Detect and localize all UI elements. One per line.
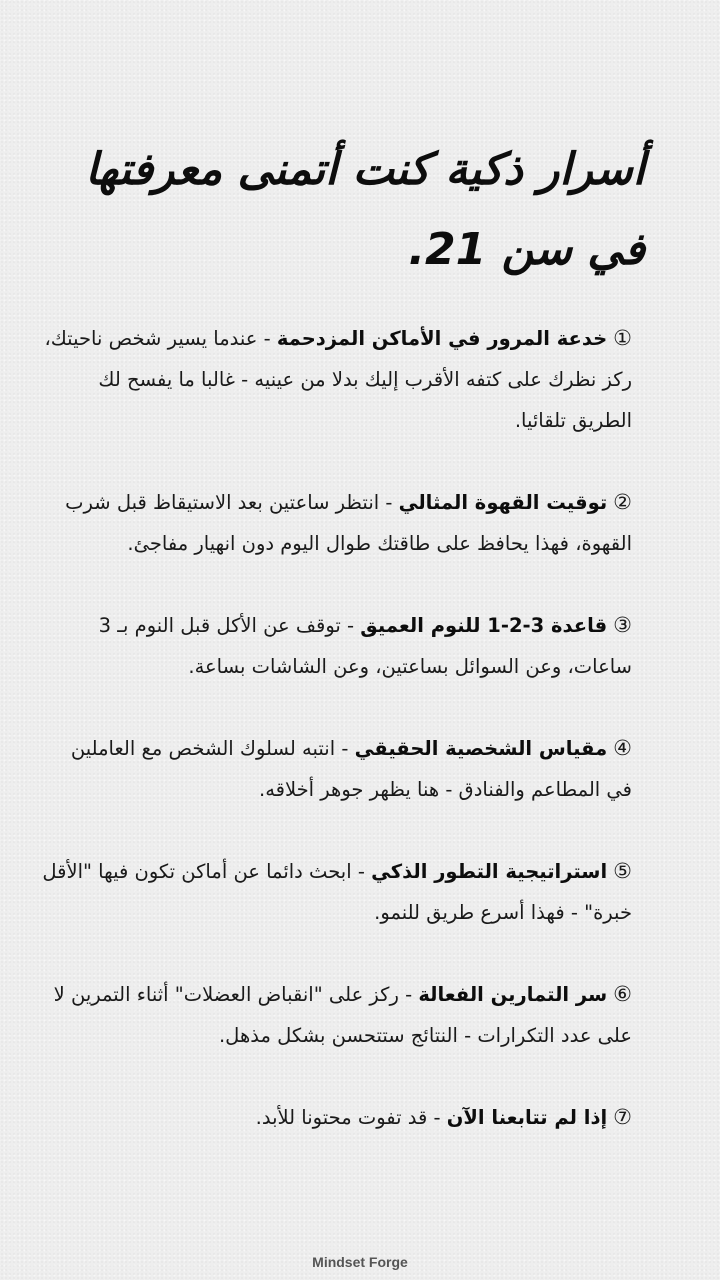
tip-number: ③: [613, 613, 632, 637]
tip-item: [40, 1097, 632, 1138]
tip-body: - انتظر ساعتين بعد الاستيقاظ قبل شرب القهوة، فهذا يحافظ على طاقتك طوال اليوم دون انهيار مفاجئ.: [65, 491, 632, 555]
tip-number: ⑥: [613, 982, 632, 1006]
tip-item: [40, 728, 632, 810]
tip-heading: خدعة المرور في الأماكن المزدحمة: [276, 327, 608, 350]
brand-watermark: Mindset Forge: [312, 1254, 408, 1270]
tip-number: ①: [613, 326, 632, 350]
tip-heading: إذا لم تتابعنا الآن: [446, 1106, 608, 1129]
tip-number: ④: [613, 736, 632, 760]
tip-item: [40, 482, 632, 564]
tip-item: [40, 318, 632, 441]
tip-item: [40, 605, 632, 687]
tip-body: - قد تفوت محتونا للأبد.: [255, 1106, 447, 1129]
tip-number: ⑤: [613, 859, 632, 883]
tip-body: - عندما يسير شخص ناحيتك، ركز نظرك على كتفه الأقرب إليك بدلا من عينيه - غالبا ما يفسح لك الطريق تلقائيا.: [44, 327, 632, 432]
tip-body: - ركز على "انقباض العضلات" أثناء التمرين لا على عدد التكرارات - النتائج ستتحسن بشكل مذهل.: [53, 983, 632, 1047]
tip-body: - توقف عن الأكل قبل النوم بـ 3 ساعات، وعن السوائل بساعتين، وعن الشاشات بساعة.: [98, 614, 632, 678]
tip-heading: توقيت القهوة المثالي: [398, 491, 608, 514]
tip-heading: مقياس الشخصية الحقيقي: [354, 737, 608, 760]
tip-number: ②: [613, 490, 632, 514]
tip-body: - انتبه لسلوك الشخص مع العاملين في المطاعم والفنادق - هنا يظهر جوهر أخلاقه.: [70, 737, 632, 801]
tip-number: ⑦: [613, 1105, 632, 1129]
tip-heading: سر التمارين الفعالة: [418, 983, 608, 1006]
tip-heading: قاعدة 3-2-1 للنوم العميق: [360, 614, 608, 637]
tip-item: [40, 851, 632, 933]
tips-list: [40, 318, 632, 1138]
page-title: أسرار ذكية كنت أتمنى معرفتها في سن 21.: [85, 144, 645, 275]
tip-body: - ابحث دائما عن أماكن تكون فيها "الأقل خبرة" - فهذا أسرع طريق للنمو.: [42, 860, 632, 924]
tip-heading: استراتيجية التطور الذكي: [371, 860, 608, 883]
tip-item: [40, 974, 632, 1056]
